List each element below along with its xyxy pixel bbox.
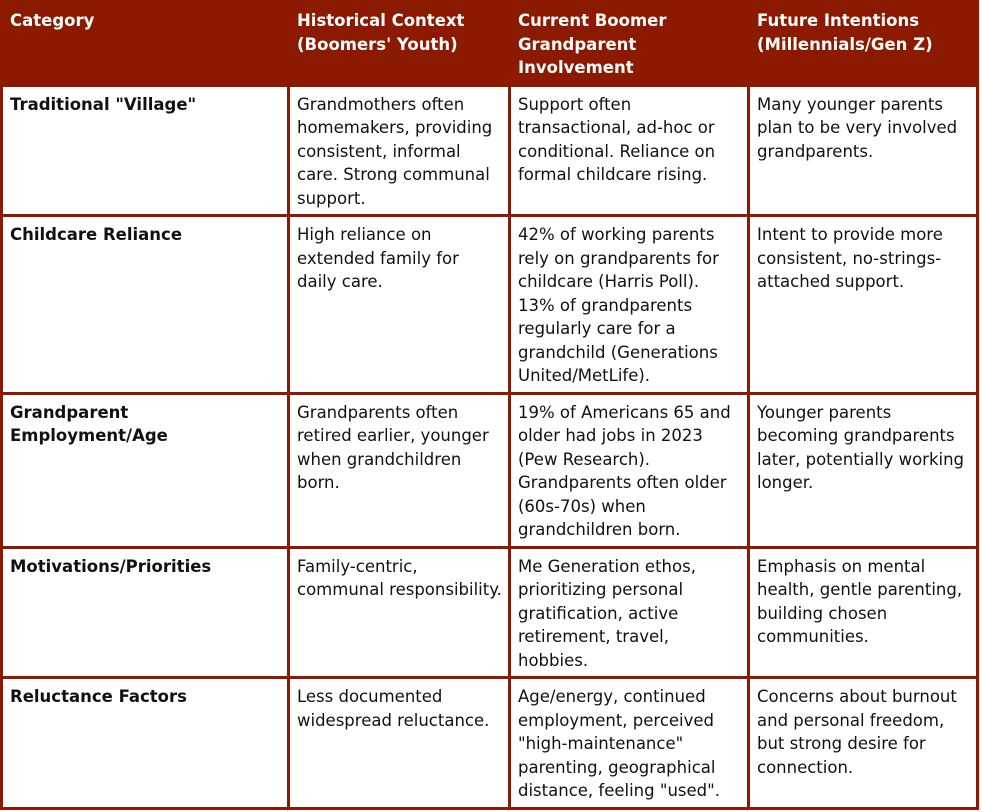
current-cell: Support often transactional, ad-hoc or conditional. Reliance on formal childcare rising. bbox=[510, 85, 749, 216]
historical-cell: Less documented widespread reluctance. bbox=[289, 678, 510, 809]
current-cell: 19% of Americans 65 and older had jobs in 2023 (Pew Research). Grandparents often older (60s-70s) when grandchildren born. bbox=[510, 393, 749, 547]
table-row bbox=[2, 216, 978, 394]
header-current-involvement: Current Boomer Grandparent Involvement bbox=[510, 2, 749, 86]
future-cell: Emphasis on mental health, gentle parenting, building chosen communities. bbox=[749, 547, 978, 678]
future-cell: Many younger parents plan to be very involved grandparents. bbox=[749, 85, 978, 216]
table-row bbox=[2, 678, 978, 809]
current-cell: 42% of working parents rely on grandparents for childcare (Harris Poll). 13% of grandparents regularly care for a grandchild (Generations United/MetLife). bbox=[510, 216, 749, 394]
historical-cell: High reliance on extended family for daily care. bbox=[289, 216, 510, 394]
header-future-intentions: Future Intentions (Millennials/Gen Z) bbox=[749, 2, 978, 86]
future-cell: Concerns about burnout and personal freedom, but strong desire for connection. bbox=[749, 678, 978, 809]
gridline bbox=[979, 0, 980, 812]
future-cell: Younger parents becoming grandparents later, potentially working longer. bbox=[749, 393, 978, 547]
table-row bbox=[2, 85, 978, 216]
category-cell: Motivations/Priorities bbox=[2, 547, 289, 678]
header-row bbox=[2, 2, 978, 86]
category-cell: Childcare Reliance bbox=[2, 216, 289, 394]
future-cell: Intent to provide more consistent, no-strings-attached support. bbox=[749, 216, 978, 394]
header-historical-context: Historical Context (Boomers' Youth) bbox=[289, 2, 510, 86]
category-cell: Grandparent Employment/Age bbox=[2, 393, 289, 547]
table-row bbox=[2, 393, 978, 547]
header-category: Category bbox=[2, 2, 289, 86]
current-cell: Age/energy, continued employment, perceived "high-maintenance" parenting, geographical distance, feeling "used". bbox=[510, 678, 749, 809]
table-row bbox=[2, 547, 978, 678]
historical-cell: Family-centric, communal responsibility. bbox=[289, 547, 510, 678]
category-cell: Reluctance Factors bbox=[2, 678, 289, 809]
category-cell: Traditional "Village" bbox=[2, 85, 289, 216]
historical-cell: Grandparents often retired earlier, younger when grandchildren born. bbox=[289, 393, 510, 547]
current-cell: Me Generation ethos, prioritizing personal gratification, active retirement, travel, hobbies. bbox=[510, 547, 749, 678]
historical-cell: Grandmothers often homemakers, providing consistent, informal care. Strong communal support. bbox=[289, 85, 510, 216]
